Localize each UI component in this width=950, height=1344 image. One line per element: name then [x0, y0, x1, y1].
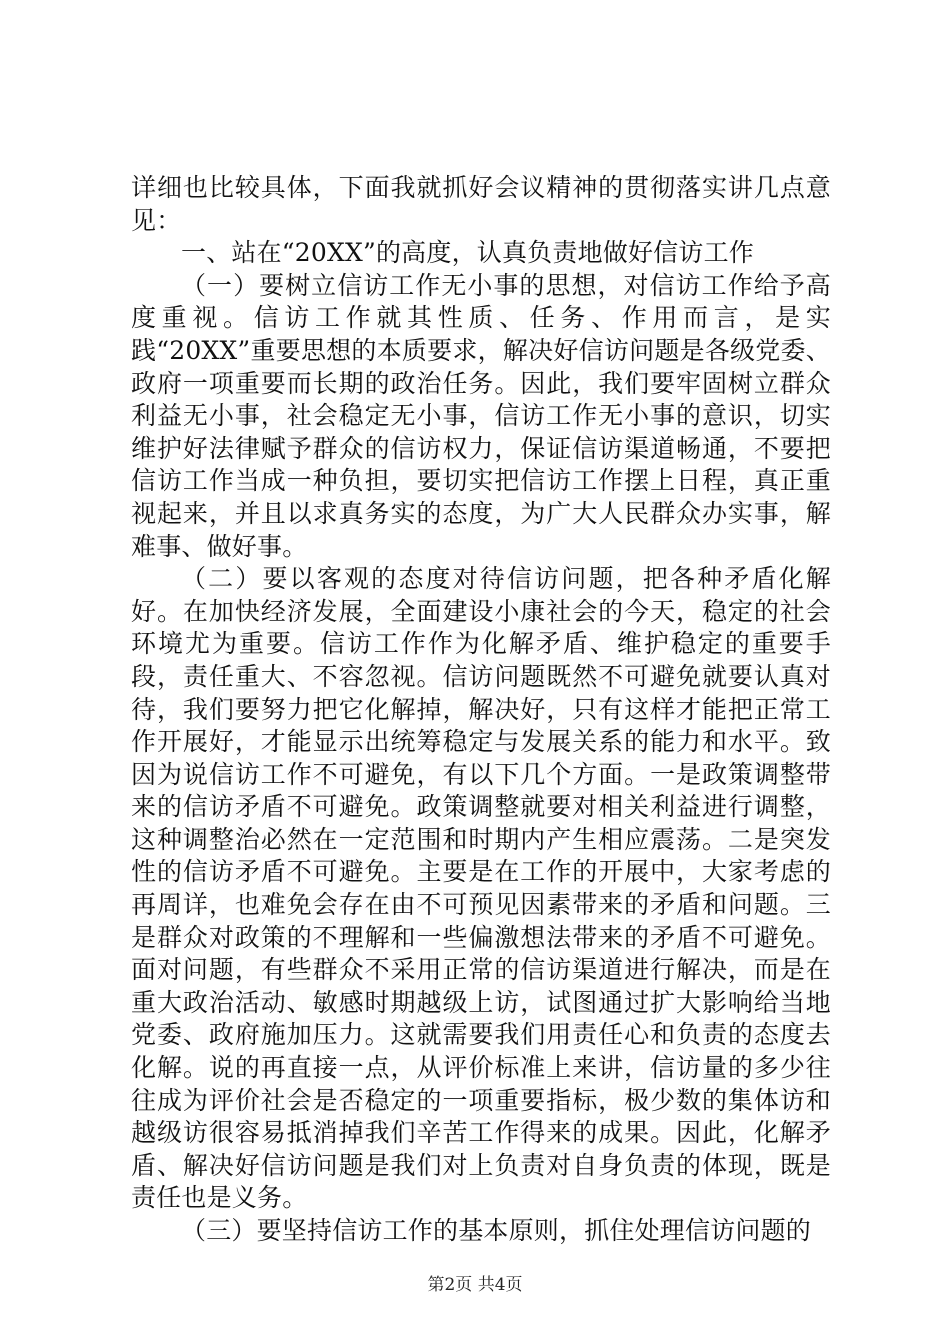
paragraph-subsection-3: （三）要坚持信访工作的基本原则，抓住处理信访问题的	[181, 1216, 812, 1245]
paragraph-continuation: 详细也比较具体，下面我就抓好会议精神的贯彻落实讲几点意见：	[131, 173, 831, 235]
paragraph-subsection-1: （一）要树立信访工作无小事的思想，对信访工作给予高度重视。信访工作就其性质、任务、作用而言，是实践“20XX”重要思想的本质要求，解决好信访问题是各级党委、政府一项重要而长期的政治任务。因此，我们要牢固树立群众利益无小事，社会稳定无小事，信访工作无小事的意识，切实维护好法律赋予群众的信访权力，保证信访渠道畅通，不要把信访工作当成一种负担，要切实把信访工作摆上日程，真正重视起来，并且以求真务实的态度，为广大人民群众办实事，解难事、做好事。	[131, 270, 831, 561]
page-number-footer: 第2页 共4页	[427, 1275, 523, 1295]
document-body	[131, 172, 831, 1248]
paragraph-subsection-2: （二）要以客观的态度对待信访问题，把各种矛盾化解好。在加快经济发展，全面建设小康社会的今天，稳定的社会环境尤为重要。信访工作作为化解矛盾、维护稳定的重要手段，责任重大、不容忽视。信访问题既然不可避免就要认真对待，我们要努力把它化解掉，解决好，只有这样才能把正常工作开展好，才能显示出统筹稳定与发展关系的能力和水平。致因为说信访工作不可避免，有以下几个方面。一是政策调整带来的信访矛盾不可避免。政策调整就要对相关利益进行调整，这种调整治必然在一定范围和时期内产生相应震荡。二是突发性的信访矛盾不可避免。主要是在工作的开展中，大家考虑的再周详，也难免会存在由不可预见因素带来的矛盾和问题。三是群众对政策的不理解和一些偏激想法带来的矛盾不可避免。面对问题，有些群众不采用正常的信访渠道进行解决，而是在重大政治活动、敏感时期越级上访，试图通过扩大影响给当地党委、政府施加压力。这就需要我们用责任心和负责的态度去化解。说的再直接一点，从评价标准上来讲，信访量的多少往往成为评价社会是否稳定的一项重要指标，极少数的集体访和越级访很容易抵消掉我们辛苦工作得来的成果。因此，化解矛盾、解决好信访问题是我们对上负责对自身负责的体现，既是责任也是义务。	[131, 564, 831, 1213]
section-heading: 一、站在“20XX”的高度，认真负责地做好信访工作	[181, 238, 754, 268]
